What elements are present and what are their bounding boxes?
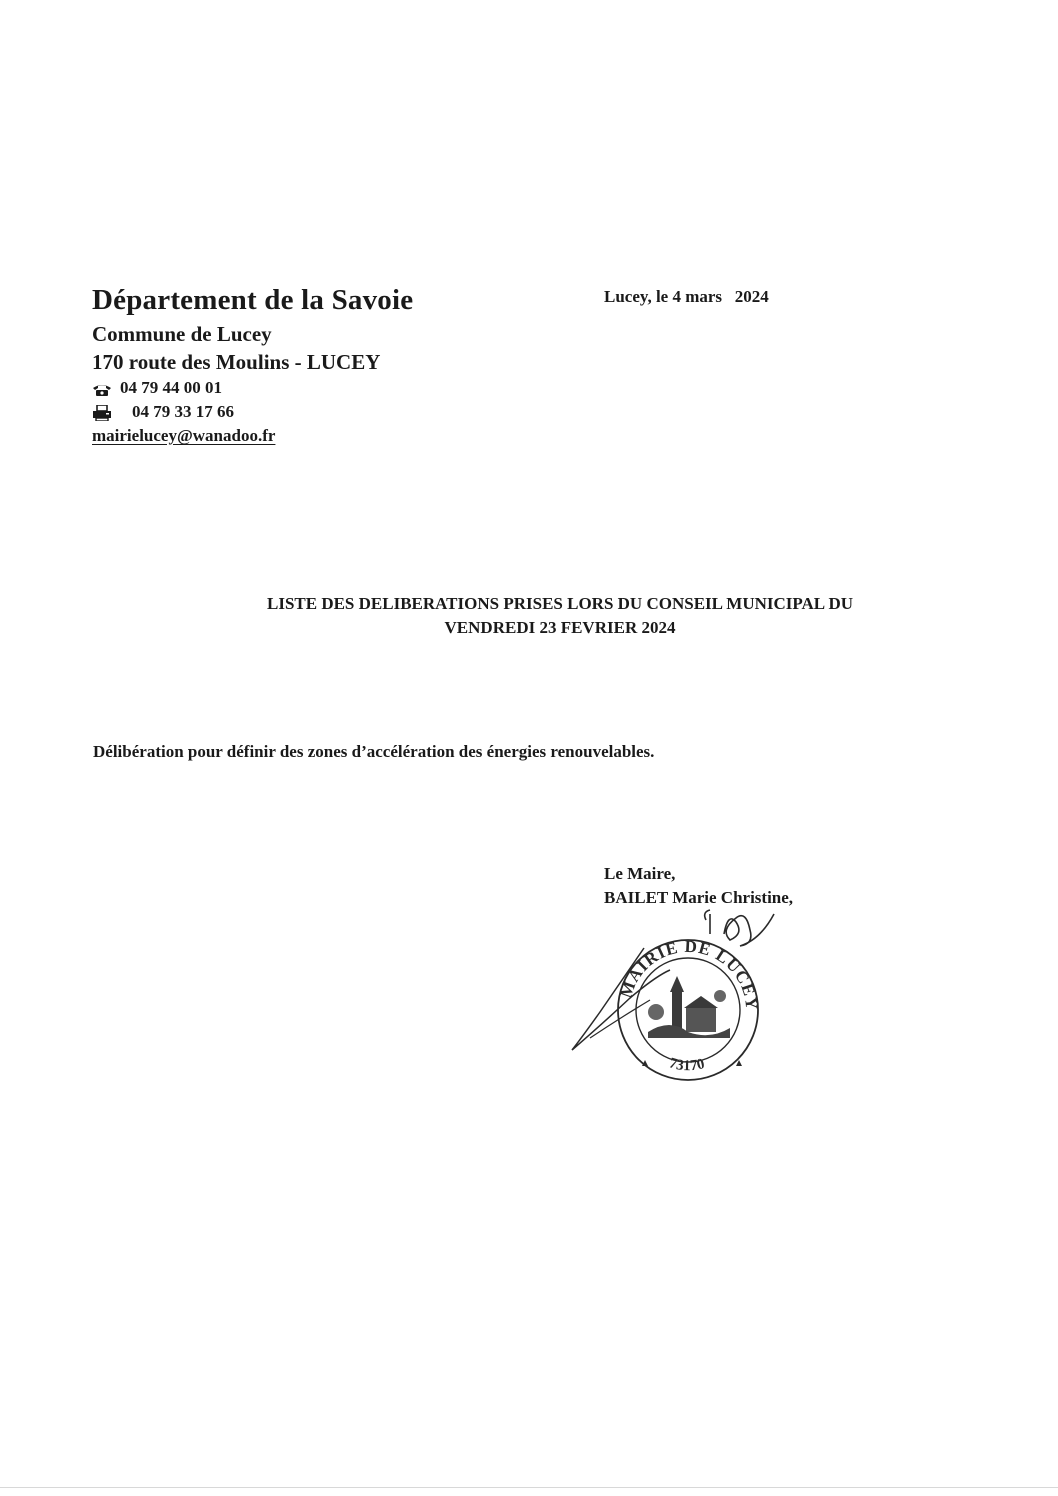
deliberation-item: Délibération pour définir des zones d’accélération des énergies renouvelables.: [93, 742, 655, 761]
department-name: Département de la Savoie: [92, 284, 414, 316]
svg-text:73170: 73170: [667, 1055, 707, 1075]
fax-number: 04 79 33 17 66: [132, 402, 234, 421]
mayor-stamp-and-signature: [560, 900, 860, 1100]
title-line-2: VENDREDI 23 FEVRIER 2024: [444, 618, 676, 637]
address: 170 route des Moulins - LUCEY: [92, 350, 381, 374]
document-title: [100, 592, 1020, 640]
phone-line: [92, 376, 413, 400]
letterhead: [92, 282, 413, 448]
svg-text:MAIRIE DE LUCEY: MAIRIE DE LUCEY: [616, 936, 762, 1012]
page-edge-line: [0, 1487, 1058, 1488]
telephone-icon: [92, 380, 114, 396]
title-line-1: LISTE DES DELIBERATIONS PRISES LORS DU CONSEIL MUNICIPAL DU: [266, 594, 854, 613]
fax-line: [92, 400, 413, 424]
letter-date: Lucey, le 4 mars 2024: [604, 287, 769, 306]
commune-name: Commune de Lucey: [92, 322, 272, 346]
phone-number: 04 79 44 00 01: [120, 378, 222, 397]
signatory-role: Le Maire,: [604, 864, 676, 883]
signatory-name: BAILET Marie Christine,: [604, 888, 794, 907]
email-link[interactable]: mairielucey@wanadoo.fr: [92, 426, 276, 445]
fax-icon: [92, 404, 114, 420]
